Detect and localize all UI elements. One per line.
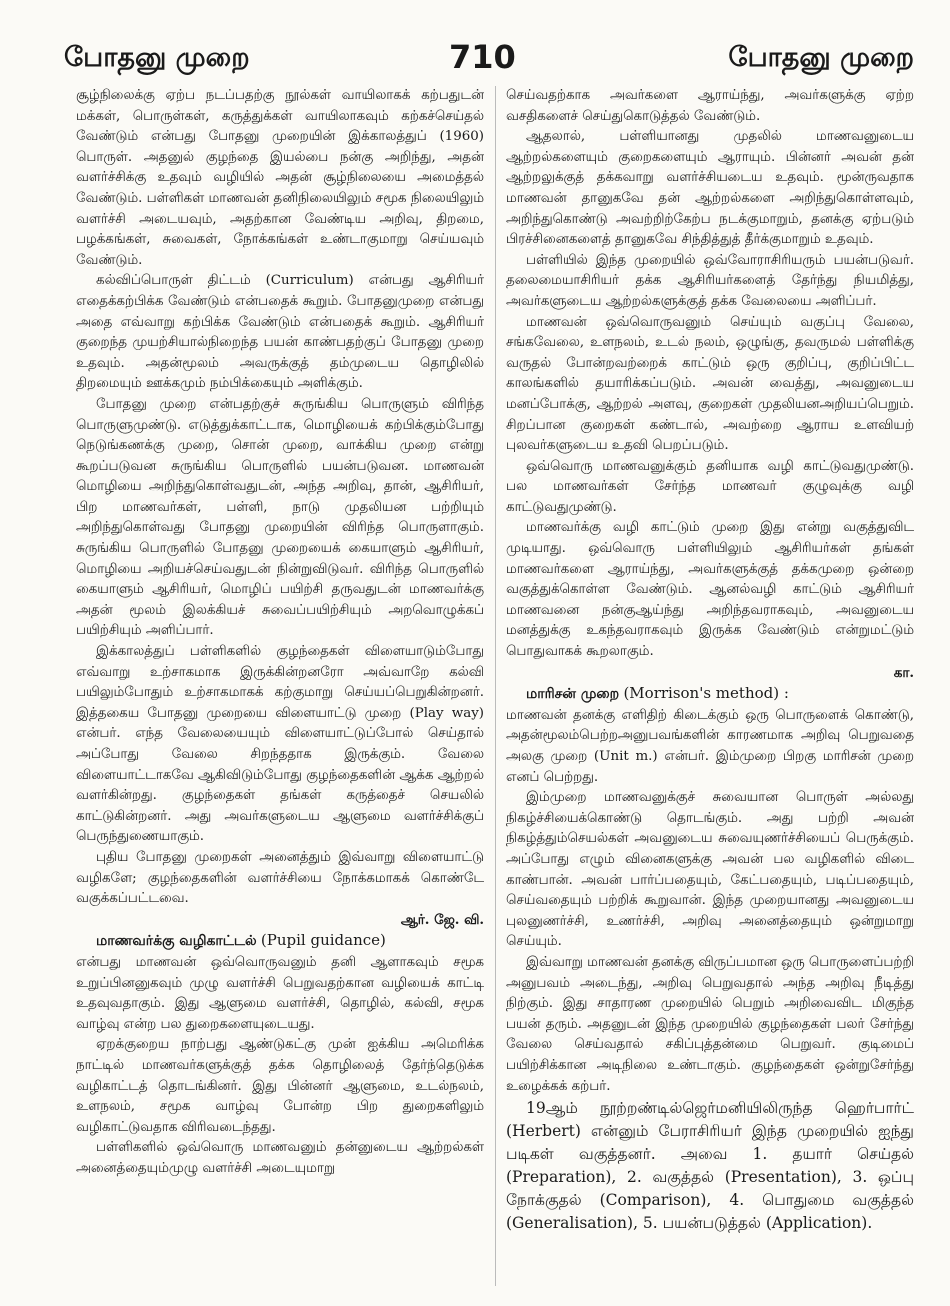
paragraph: ஆதலால், பள்ளியானது முதலில் மாணவனுடைய ஆற்றல்களையும் குறைகளையும் ஆராயும். பின்னர் அவன் தன் ஆற்றலுக்குத் தக்கவாறு வளர்ச்சியடைய உதவும். மூன்ருவதாக மாணவன் தானுகவே தன் ஆற்றல்களை அறிந்துகொள்ளவும், அறிந்துகொண்டு அவற்றிற்கேற்ப நடக்குமாறும், தனக்கு ஏற்படும் பிரச்சினைகளைத் தானுகவே சிந்தித்துத் தீர்க்குமாறும் உதவும். bbox=[506, 129, 914, 248]
right-column bbox=[506, 86, 914, 1286]
section-heading-paragraph bbox=[506, 683, 914, 706]
running-head-right: போதனு முறை bbox=[728, 42, 914, 73]
section-heading-english: (Pupil guidance) bbox=[260, 931, 386, 950]
paragraph: மாணவன் ஒவ்வொருவனும் செய்யும் வகுப்பு வேலை, சங்கவேலை, உளநலம், உடல் நலம், ஒழுங்கு, தவருமல் பள்ளிக்கு வருதல் போன்றவற்றைக் காட்டும் ஒரு குறிப்பு, குறிப்பிட்ட காலங்களில் தயாரிக்கப்படும். அவன் வைத்து, அவனுடைய மனப்போக்கு, ஆற்றல் அளவு, குறைகள் முதலியனஅறியப்பெறும். சிறப்பான குறைகள் கண்டால், அவற்றை ஆராய உளவியற் புலவர்களுடைய உதவி பெறப்படும். bbox=[506, 314, 914, 454]
page-number: 710 bbox=[449, 38, 516, 76]
paragraph: ஒவ்வொரு மாணவனுக்கும் தனியாக வழி காட்டுவதுமுண்டு. பல மாணவர்கள் சேர்ந்த மாணவர் குழுவுக்கு வழி காட்டுவதுமுண்டு. bbox=[506, 458, 914, 515]
running-head-left: போதனு முறை bbox=[64, 42, 250, 73]
paragraph: சூழ்நிலைக்கு ஏற்ப நடப்பதற்கு நூல்கள் வாயிலாகக் கற்பதுடன் மக்கள், பொருள்கள், கருத்துக்கள் வாயிலாகவும் கற்கச்செய்தல் வேண்டும் என்பது போதனு முறையின் இக்காலத்துப் (1960) பொருள். அதனுல் குழந்தை இயல்பை நன்கு அறிந்து, அதன் வளர்ச்சிக்கு உதவும் வழியில் அதன் சூழ்நிலையை அமைத்தல் வேண்டும். பள்ளிகள் மாணவன் தனிநிலையிலும் சமூக நிலையிலும் வளர்ச்சி அடையவும், அதற்கான வேண்டிய அறிவு, திறமை, பழக்கங்கள், சுவைகள், நோக்கங்கள் உண்டாகுமாறு செய்யவும் வேண்டும். bbox=[76, 88, 484, 268]
paragraph: பள்ளியில் இந்த முறையில் ஒவ்வோராசிரியரும் பயன்படுவர். தலைமையாசிரியர் தக்க ஆசிரியர்களைத் தேர்ந்து நியமித்து, அவர்களுடைய ஆற்றல்களுக்குத் தக்க வேலையை அளிப்பர். bbox=[506, 252, 914, 309]
two-column-body bbox=[76, 86, 914, 1286]
paragraph: இம்முறை மாணவனுக்குச் சுவையான பொருள் அல்லது நிகழ்ச்சியைக்கொண்டு தொடங்கும். அது பற்றி அவன் நிகழ்த்தும்செயல்கள் அவனுடைய சுவையுணர்ச்சியைப் பெருக்கும். அப்போது எழும் வினைகளுக்கு அவன் பல வழிகளில் விடை காண்பான். அவன் பார்ப்பதையும், கேட்பதையும், படிப்பதையும், செய்வதையும் பற்றிக் கூறுவான். இந்த முறையானது அவனுடைய புலனுணர்ச்சி, உணர்ச்சி, அறிவு அனைத்தையும் ஒன்றுமாறு செய்யும். bbox=[506, 790, 914, 950]
section-heading-paragraph bbox=[76, 930, 484, 953]
section-heading-english: (Morrison's method) : bbox=[623, 684, 789, 703]
paragraph: மாணவன் தனக்கு எளிதிற் கிடைக்கும் ஒரு பொருளைக் கொண்டு, அதன்மூலம்பெற்றஅனுபவங்களின் காரணமாக அறிவு பெறுவதை அலகு முறை (Unit m.) என்பர். இம்முறை பிறகு மாரிசன் முறை எனப் பெற்றது. bbox=[506, 707, 914, 785]
author-signature: கா. bbox=[893, 664, 914, 681]
paragraph: பள்ளிகளில் ஒவ்வொரு மாணவனும் தன்னுடைய ஆற்றல்கள் அனைத்தையும்முழு வளர்ச்சி அடையுமாறு bbox=[76, 1140, 484, 1176]
paragraph: கல்விப்பொருள் திட்டம் (Curriculum) என்பது ஆசிரியர் எதைக்கற்பிக்க வேண்டும் என்பதைக் கூறும். போதனுமுறை என்பது அதை எவ்வாறு கற்பிக்க வேண்டும் என்பதைக் கூறும். ஆசிரியர் குறைந்த முயற்சியால்நிறைந்த பயன் காண்பதற்குப் போதனு முறை உதவும். அதன்மூலம் அவருக்குத் தம்முடைய தொழிலில் திறமையும் ஊக்கமும் நம்பிக்கையும் அளிக்கும். bbox=[76, 273, 484, 392]
paragraph: ஏறக்குறைய நாற்பது ஆண்டுகட்கு முன் ஐக்கிய அமெரிக்க நாட்டில் மாணவர்களுக்குத் தக்க தொழிலைத் தேர்ந்தெடுக்க வழிகாட்டத் தொடங்கினர். இது பின்னர் ஆளுமை, உடல்நலம், உளநலம், சமூக வாழ்வு போன்ற பிற துறைகளிலும் வழிகாட்டுவதாக விரிவடைந்தது. bbox=[76, 1037, 484, 1135]
paragraph: 19ஆம் நூற்றண்டில்ஜெர்மனியிலிருந்த ஹெர்பார்ட் (Herbert) என்னும் பேராசிரியர் இந்த முறையில் ஐந்து படிகள் வகுத்தனர். அவை 1. தயார் செய்தல் (Preparation), 2. வகுத்தல் (Presentation), 3. ஒப்பு நோக்குதல் (Comparison), 4. பொதுமை வகுத்தல் (Generalisation), 5. பயன்படுத்தல் (Application). bbox=[506, 1099, 914, 1233]
paragraph: மாணவர்க்கு வழி காட்டும் முறை இது என்று வகுத்துவிட முடியாது. ஒவ்வொரு பள்ளியிலும் ஆசிரியர்கள் தங்கள் மாணவர்களை ஆராய்ந்து, அவர்களுக்குத் தக்கமுறை ஒன்றை வகுத்துக்கொள்ள வேண்டும். ஆனல்வழி காட்டும் ஆசிரியர் மாணவனை நன்குஆய்ந்து அறிந்தவராகவும், அவனுடைய மனத்துக்கு உகந்தவராகவும் இருக்க வேண்டும் என்றுமட்டும் பொதுவாகக் கூறலாகும். bbox=[506, 520, 914, 660]
paragraph: புதிய போதனு முறைகள் அனைத்தும் இவ்வாறு விளையாட்டு வழிகளே; குழந்தைகளின் வளர்ச்சியை நோக்கமாகக் கொண்டே வகுக்கப்பட்டவை. bbox=[76, 849, 484, 907]
left-column bbox=[76, 86, 484, 1286]
section-heading-tamil: மாரிசன் முறை bbox=[526, 686, 620, 703]
author-signature: ஆர். ஜே. வி. bbox=[400, 911, 484, 928]
paragraph: இவ்வாறு மாணவன் தனக்கு விருப்பமான ஒரு பொருளைப்பற்றி அனுபவம் அடைந்து, அறிவு பெறுவதால் அந்த அறிவு நீடித்து நிற்கும். இது சாதாரண முறையில் பெறும் அறிவைவிட மிகுந்த பயன் தரும். அதனுடன் இந்த முறையில் குழந்தைகள் பலர் சேர்ந்து வேலை செய்வதால் சகிப்புத்தன்மை பெறுவர். குடிமைப் பயிற்சிக்கான அடிநிலை உண்டாகும். குழந்தைகள் ஒன்றுசேர்ந்து உழைக்கக் கற்பர். bbox=[506, 954, 914, 1094]
paragraph: செய்வதற்காக அவர்களை ஆராய்ந்து, அவர்களுக்கு ஏற்ற வசதிகளைச் செய்துகொடுத்தல் வேண்டும். bbox=[506, 88, 914, 124]
paragraph: என்பது மாணவன் ஒவ்வொருவனும் தனி ஆளாகவும் சமூக உறுப்பினனுகவும் முழு வளர்ச்சி பெறுவதற்கான வழியைக் காட்டி உதவுவதாகும். இது ஆளுமை வளர்ச்சி, தொழில், கல்வி, சமூக வாழ்வு என்ற பல துறைகளையுடையது. bbox=[76, 954, 484, 1032]
column-divider bbox=[495, 86, 496, 1286]
paragraph: இக்காலத்துப் பள்ளிகளில் குழந்தைகள் விளையாடும்போது எவ்வாறு உற்சாகமாக இருக்கின்றனரோ அவ்வாறே கல்வி பயிலும்போதும் உற்சாகமாகக் கற்குமாறு செய்யப்பெறுகின்றனர். இத்தகைய போதனு முறையை விளையாட்டு முறை (Play way) என்பர். எந்த வேலையையும் விளையாட்டுப்போல் செய்தால் அப்போது வேலை சிறந்ததாக இருக்கும். வேலை விளையாட்டாகவே ஆகிவிடும்போது குழந்தைகளின் ஆக்க ஆற்றல் வளர்கின்றது. குழந்தைகள் தங்கள் கருத்தைச் செயலில் காட்டுகின்றனர். அது அவர்களுடைய ஆளுமை வளர்ச்சிக்குப் பெருந்துணையாகும். bbox=[76, 644, 484, 845]
page-header bbox=[64, 28, 914, 86]
paragraph: போதனு முறை என்பதற்குச் சுருங்கிய பொருளும் விரிந்த பொருளுமுண்டு. எடுத்துக்காட்டாக, மொழியைக் கற்பிக்கும்போது நெடுங்கணக்கு முறை, சொன் முறை, வாக்கிய முறை என்று கூறப்படுவன சுருங்கிய பொருளில் பயன்படுவன. மாணவன் மொழியை அறிந்துகொள்வதுடன், அந்த அறிவு, தான், ஆசிரியர், பிற மாணவர்கள், பள்ளி, நாடு முதலியன பற்றியும் அறிந்துகொள்வது போதனு முறையின் விரிந்த பொருளாகும். சுருங்கிய பொருளில் போதனு முறையைக் கையாளும் ஆசிரியர், மொழியை அறியச்செய்வதுடன் நின்றுவிடுவர். விரிந்த பொருளில் கையாளும் ஆசிரியர், மொழிப் பயிற்சி தருவதுடன் மாணவர்க்கு அதன் மூலம் இலக்கியச் சுவைப்பயிற்சியும் அறவொழுக்கப் பயிற்சியும் அளிப்பார். bbox=[76, 396, 484, 639]
section-heading-tamil: மாணவர்க்கு வழிகாட்டல் bbox=[96, 933, 257, 950]
